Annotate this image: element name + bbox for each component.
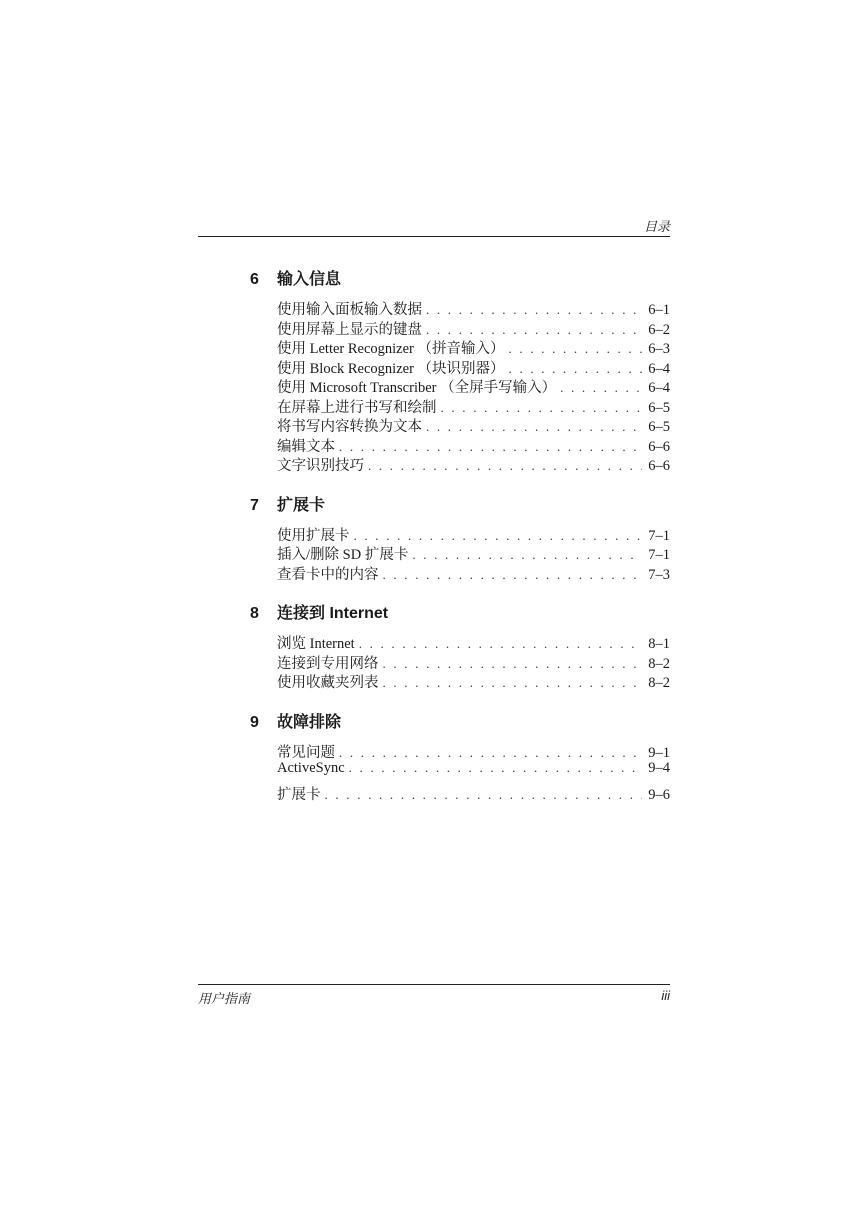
- chapter-title: 连接到 Internet: [277, 605, 389, 622]
- chapter-number: 7: [250, 496, 259, 514]
- dot-leader: [560, 380, 642, 396]
- entry-page: 7–1: [648, 527, 670, 544]
- dot-leader: [509, 341, 643, 357]
- dot-leader: [325, 787, 643, 803]
- toc-entry[interactable]: [277, 396, 670, 416]
- dot-leader: [383, 675, 643, 691]
- entry-page: 8–1: [648, 636, 670, 652]
- dot-leader: [412, 547, 642, 563]
- running-header: 目录: [643, 219, 670, 234]
- entry-title: 连接到专用网络: [277, 655, 379, 672]
- toc-entry[interactable]: [277, 783, 670, 803]
- entry-title: 插入/删除 SD 扩展卡: [277, 547, 409, 563]
- entry-page: 6–5: [648, 419, 670, 435]
- dot-leader: [383, 656, 643, 672]
- entry-page: 6–2: [648, 321, 670, 338]
- toc-entry[interactable]: [277, 298, 670, 318]
- dot-leader: [383, 567, 643, 583]
- toc-chapter-8: [250, 600, 670, 691]
- chapter-number: 8: [250, 605, 259, 622]
- toc-entry[interactable]: [277, 415, 670, 435]
- toc-entry[interactable]: [277, 652, 670, 672]
- footer-rule: [198, 984, 670, 985]
- footer-page-number: iii: [661, 988, 670, 1003]
- toc-entry[interactable]: [277, 454, 670, 474]
- entry-page: 7–3: [648, 566, 670, 583]
- chapter-title: 输入信息: [277, 271, 342, 288]
- entry-title: 使用扩展卡: [277, 527, 350, 544]
- entry-page: 8–2: [648, 675, 670, 691]
- dot-leader: [426, 419, 642, 435]
- toc-chapter-7: [250, 492, 670, 583]
- chapter-heading[interactable]: [250, 709, 670, 735]
- entry-title: 浏览 Internet: [277, 636, 355, 652]
- chapter-title: 故障排除: [277, 713, 342, 731]
- table-of-contents: [250, 266, 670, 820]
- entry-title: 使用 Block Recognizer （块识别器）: [277, 360, 505, 377]
- entry-title: 在屏幕上进行书写和绘制: [277, 399, 437, 416]
- entry-page: 8–2: [648, 655, 670, 672]
- toc-entry[interactable]: [277, 760, 670, 780]
- toc-entry[interactable]: [277, 632, 670, 652]
- toc-entry[interactable]: [277, 563, 670, 583]
- entry-title: 使用屏幕上显示的键盘: [277, 321, 422, 338]
- toc-chapter-6: [250, 266, 670, 474]
- entry-title: 使用 Letter Recognizer （拼音输入）: [277, 341, 505, 357]
- entry-page: 7–1: [648, 547, 670, 563]
- dot-leader: [354, 528, 643, 544]
- toc-entry[interactable]: [277, 524, 670, 544]
- entry-page: 6–3: [648, 341, 670, 357]
- entry-page: 6–4: [648, 360, 670, 377]
- chapter-heading[interactable]: [250, 266, 670, 292]
- toc-entry[interactable]: [277, 337, 670, 357]
- entry-title: 使用收藏夹列表: [277, 675, 379, 691]
- dot-leader: [509, 361, 643, 377]
- entry-title: 将书写内容转换为文本: [277, 419, 422, 435]
- chapter-heading[interactable]: [250, 492, 670, 518]
- header-rule: [198, 236, 670, 237]
- chapter-heading[interactable]: [250, 600, 670, 626]
- footer-guide-title: 用户指南: [198, 991, 251, 1006]
- entry-page: 9–4: [648, 760, 670, 776]
- chapter-title: 扩展卡: [277, 496, 326, 514]
- entry-page: 9–6: [648, 786, 670, 803]
- entry-page: 6–5: [648, 399, 670, 416]
- chapter-number: 9: [250, 713, 259, 731]
- entry-title: 使用输入面板输入数据: [277, 302, 422, 318]
- entry-page: 9–1: [648, 744, 670, 761]
- entry-title: 编辑文本: [277, 438, 335, 455]
- toc-chapter-9: [250, 709, 670, 803]
- toc-entry[interactable]: [277, 357, 670, 377]
- toc-entry[interactable]: [277, 671, 670, 691]
- entry-title: 文字识别技巧: [277, 458, 364, 474]
- entry-page: 6–4: [648, 380, 670, 396]
- toc-entry[interactable]: [277, 376, 670, 396]
- chapter-number: 6: [250, 271, 259, 288]
- entry-page: 6–6: [648, 438, 670, 455]
- toc-entry[interactable]: [277, 435, 670, 455]
- dot-leader: [349, 760, 643, 776]
- entry-title: 使用 Microsoft Transcriber （全屏手写输入）: [277, 380, 557, 396]
- dot-leader: [359, 636, 643, 652]
- entry-title: ActiveSync: [277, 760, 345, 776]
- dot-leader: [441, 400, 643, 416]
- entry-title: 查看卡中的内容: [277, 566, 379, 583]
- entry-title: 常见问题: [277, 744, 335, 761]
- entry-page: 6–6: [648, 458, 670, 474]
- toc-entry[interactable]: [277, 741, 670, 761]
- toc-entry[interactable]: [277, 543, 670, 563]
- entry-page: 6–1: [648, 302, 670, 318]
- dot-leader: [339, 439, 642, 455]
- dot-leader: [426, 322, 642, 338]
- dot-leader: [368, 458, 642, 474]
- dot-leader: [339, 745, 642, 761]
- entry-title: 扩展卡: [277, 786, 321, 803]
- toc-entry[interactable]: [277, 318, 670, 338]
- dot-leader: [426, 302, 642, 318]
